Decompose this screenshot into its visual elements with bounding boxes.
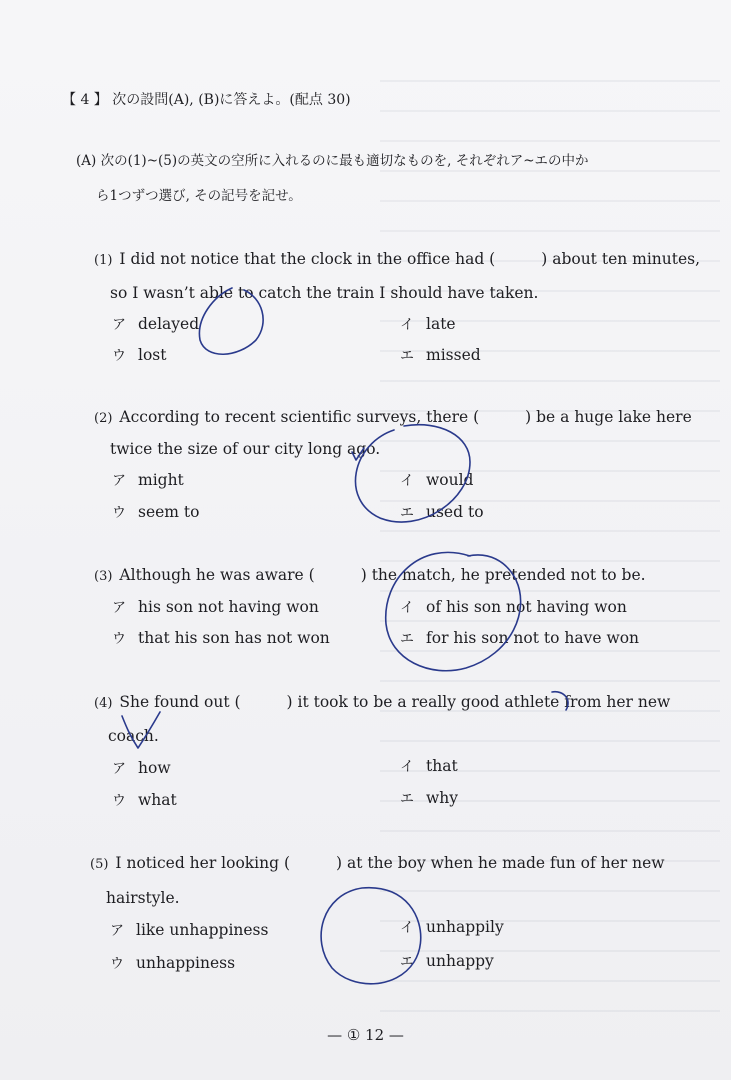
check-mark-q4	[122, 712, 160, 748]
question-5-option-b[interactable]: イ unhappily	[400, 918, 504, 936]
question-number: (2)	[94, 411, 113, 426]
check-mark-q2	[352, 448, 364, 460]
answer-circle-q2	[355, 425, 470, 522]
question-2-option-d[interactable]: エ used to	[400, 503, 484, 521]
question-3-option-b[interactable]: イ of his son not having won	[400, 598, 627, 616]
question-3-option-d[interactable]: エ for his son not to have won	[400, 629, 640, 647]
question-3-line-1: (3) Although he was aware ( ) the match, he pretended not to be.	[94, 566, 646, 584]
answer-circle-q3	[386, 552, 521, 670]
question-4-option-a[interactable]: ア how	[112, 759, 171, 777]
question-1-option-a[interactable]: ア delayed	[112, 315, 200, 333]
question-number: (5)	[90, 857, 109, 872]
answer-circle-q5	[321, 888, 421, 984]
question-2-option-c[interactable]: ウ seem to	[112, 503, 200, 521]
question-1-line-2: so I wasn’t able to catch the train I should have taken.	[110, 284, 539, 302]
question-4-option-b[interactable]: イ that	[400, 757, 458, 775]
question-2-option-a[interactable]: ア might	[112, 471, 184, 489]
instruction-line-1: (A) 次の(1)~(5)の英文の空所に入れるのに最も適切なものを, それぞれア~エの中か	[76, 153, 589, 169]
question-5-option-d[interactable]: エ unhappy	[400, 952, 494, 970]
question-3-option-c[interactable]: ウ that his son has not won	[112, 629, 330, 647]
question-5-line-1: (5) I noticed her looking ( ) at the boy when he made fun of her new	[90, 854, 665, 872]
question-number: (3)	[94, 569, 113, 584]
question-2-option-b[interactable]: イ would	[400, 471, 474, 489]
page-number: — ① 12 —	[327, 1026, 404, 1044]
question-2-line-2: twice the size of our city long ago.	[110, 440, 381, 458]
question-1-line-1: (1) I did not notice that the clock in the office had ( ) about ten minutes,	[94, 250, 701, 268]
section-header: 【 4 】 次の設問(A), (B)に答えよ。(配点 30)	[62, 92, 351, 108]
instruction-line-2: ら1つずつ選び, その記号を記せ。	[96, 188, 302, 204]
question-4-option-d[interactable]: エ why	[400, 789, 459, 807]
question-1-option-c[interactable]: ウ lost	[112, 346, 167, 364]
question-5-option-a[interactable]: ア like unhappiness	[110, 921, 269, 939]
answer-circle-q1	[199, 288, 263, 354]
question-4-option-c[interactable]: ウ what	[112, 791, 177, 809]
question-2-line-1: (2) According to recent scientific surveys, there ( ) be a huge lake here	[94, 408, 692, 426]
question-3-option-a[interactable]: ア his son not having won	[112, 598, 319, 616]
small-arc-q4	[552, 692, 568, 710]
question-5-line-2: hairstyle.	[106, 889, 180, 907]
question-number: (4)	[94, 696, 113, 711]
question-1-option-b[interactable]: イ late	[400, 315, 456, 333]
question-4-line-1: (4) She found out ( ) it took to be a really good athlete from her new	[94, 693, 671, 711]
question-5-option-c[interactable]: ウ unhappiness	[110, 954, 236, 972]
question-4-line-2: coach.	[108, 727, 159, 745]
question-1-option-d[interactable]: エ missed	[400, 346, 481, 364]
question-number: (1)	[94, 253, 113, 268]
